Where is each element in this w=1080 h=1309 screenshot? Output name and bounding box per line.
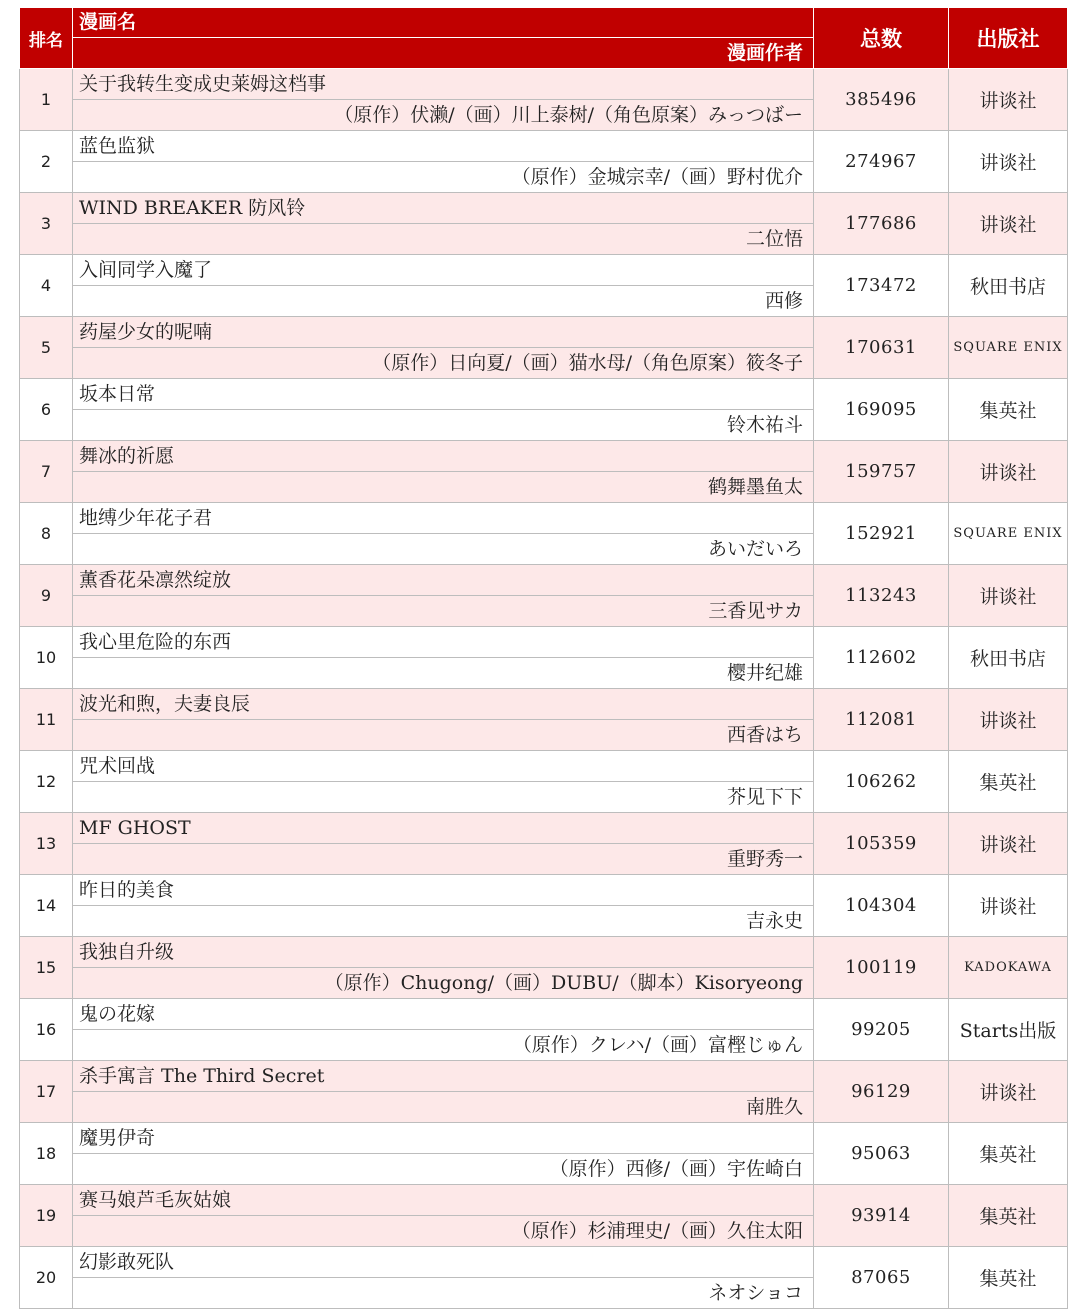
title-author-cell — [73, 1185, 814, 1247]
table-row — [20, 875, 1068, 937]
table-row — [20, 503, 1068, 565]
rank-cell: 13 — [20, 813, 73, 875]
manga-author: （原作）Chugong/（画）DUBU/（脚本）Kisoryeong — [324, 972, 803, 994]
header-title: 漫画名 — [73, 8, 813, 38]
publisher-cell: 讲谈社 — [949, 441, 1068, 503]
total-cell: 173472 — [814, 255, 949, 317]
manga-title: 地缚少年花子君 — [73, 503, 813, 534]
rank-cell: 16 — [20, 999, 73, 1061]
table-row — [20, 565, 1068, 627]
title-author-cell — [73, 813, 814, 875]
publisher-cell: 讲谈社 — [949, 69, 1068, 131]
manga-author: 樱井纪雄 — [726, 662, 803, 684]
table-row — [20, 689, 1068, 751]
table-row — [20, 379, 1068, 441]
publisher-cell: 讲谈社 — [949, 875, 1068, 937]
rank-cell: 20 — [20, 1247, 73, 1309]
manga-author: （原作）クレハ/（画）富樫じゅん — [512, 1034, 803, 1056]
rank-cell: 12 — [20, 751, 73, 813]
manga-title: 入间同学入魔了 — [73, 255, 813, 286]
header-title-author — [73, 8, 814, 69]
table-row — [20, 69, 1068, 131]
header-rank: 排名 — [20, 8, 73, 69]
total-cell: 159757 — [814, 441, 949, 503]
table-row — [20, 937, 1068, 999]
table-row — [20, 131, 1068, 193]
manga-author: ネオショコ — [708, 1282, 803, 1304]
title-author-cell — [73, 689, 814, 751]
title-author-cell — [73, 503, 814, 565]
total-cell: 95063 — [814, 1123, 949, 1185]
table-body — [20, 69, 1068, 1309]
publisher-cell: 集英社 — [949, 1123, 1068, 1185]
total-cell: 105359 — [814, 813, 949, 875]
publisher-cell: 集英社 — [949, 751, 1068, 813]
manga-title: 蓝色监狱 — [73, 131, 813, 162]
table-row — [20, 441, 1068, 503]
rank-cell: 4 — [20, 255, 73, 317]
table-row — [20, 1247, 1068, 1309]
rank-cell: 9 — [20, 565, 73, 627]
total-cell: 112081 — [814, 689, 949, 751]
manga-title: 昨日的美食 — [73, 875, 813, 906]
publisher-cell: 讲谈社 — [949, 689, 1068, 751]
rank-cell: 1 — [20, 69, 73, 131]
publisher-cell: 集英社 — [949, 1247, 1068, 1309]
manga-author: （原作）杉浦理史/（画）久住太阳 — [511, 1220, 803, 1242]
total-cell: 385496 — [814, 69, 949, 131]
manga-author: あいだいろ — [707, 538, 803, 560]
rank-cell: 17 — [20, 1061, 73, 1123]
manga-author: 芥见下下 — [726, 786, 803, 808]
table-row — [20, 1185, 1068, 1247]
title-author-cell — [73, 1247, 814, 1309]
manga-author: 三香见サカ — [708, 600, 803, 622]
manga-author: （原作）日向夏/（画）猫水母/（角色原案）筱冬子 — [372, 352, 803, 374]
manga-author: 鹤舞墨鱼太 — [707, 476, 803, 498]
total-cell: 96129 — [814, 1061, 949, 1123]
table-row — [20, 999, 1068, 1061]
title-author-cell — [73, 1123, 814, 1185]
publisher-cell: 讲谈社 — [949, 131, 1068, 193]
table-row — [20, 627, 1068, 689]
title-author-cell — [73, 317, 814, 379]
total-cell: 87065 — [814, 1247, 949, 1309]
total-cell: 170631 — [814, 317, 949, 379]
manga-sales-ranking-table — [19, 7, 1068, 1309]
table-row — [20, 1061, 1068, 1123]
total-cell: 274967 — [814, 131, 949, 193]
manga-title: WIND BREAKER 防风铃 — [73, 193, 813, 224]
title-author-cell — [73, 565, 814, 627]
publisher-cell: 讲谈社 — [949, 565, 1068, 627]
total-cell: 100119 — [814, 937, 949, 999]
publisher-cell: 集英社 — [949, 1185, 1068, 1247]
publisher-cell: 讲谈社 — [949, 193, 1068, 255]
publisher-cell: 讲谈社 — [949, 1061, 1068, 1123]
title-author-cell — [73, 379, 814, 441]
table-row — [20, 813, 1068, 875]
header-author: 漫画作者 — [726, 42, 803, 64]
publisher-cell: 秋田书店 — [949, 627, 1068, 689]
title-author-cell — [73, 441, 814, 503]
header-total: 总数 — [814, 8, 949, 69]
manga-title: 关于我转生变成史莱姆这档事 — [73, 69, 813, 100]
publisher-cell: Starts出版 — [949, 999, 1068, 1061]
manga-author: 铃木祐斗 — [726, 414, 803, 436]
manga-title: 我独自升级 — [73, 937, 813, 968]
title-author-cell — [73, 937, 814, 999]
title-author-cell — [73, 1061, 814, 1123]
manga-title: 药屋少女的呢喃 — [73, 317, 813, 348]
total-cell: 177686 — [814, 193, 949, 255]
manga-title: 杀手寓言 The Third Secret — [73, 1061, 813, 1092]
manga-title: 幻影敢死队 — [73, 1247, 813, 1278]
publisher-cell: 集英社 — [949, 379, 1068, 441]
publisher-cell: KADOKAWA — [949, 937, 1068, 999]
publisher-cell: 讲谈社 — [949, 813, 1068, 875]
manga-author: 二位悟 — [745, 228, 803, 250]
title-author-cell — [73, 875, 814, 937]
rank-cell: 7 — [20, 441, 73, 503]
header-row — [20, 8, 1068, 69]
manga-author: 重野秀一 — [726, 848, 803, 870]
rank-cell: 10 — [20, 627, 73, 689]
title-author-cell — [73, 193, 814, 255]
rank-cell: 2 — [20, 131, 73, 193]
rank-cell: 19 — [20, 1185, 73, 1247]
manga-author: 西修 — [764, 290, 803, 312]
title-author-cell — [73, 255, 814, 317]
manga-title: 薫香花朵凛然绽放 — [73, 565, 813, 596]
total-cell: 113243 — [814, 565, 949, 627]
title-author-cell — [73, 131, 814, 193]
total-cell: 106262 — [814, 751, 949, 813]
manga-title: MF GHOST — [73, 813, 813, 844]
table-row — [20, 255, 1068, 317]
manga-author: 南胜久 — [745, 1096, 803, 1118]
publisher-cell: 秋田书店 — [949, 255, 1068, 317]
rank-cell: 8 — [20, 503, 73, 565]
total-cell: 152921 — [814, 503, 949, 565]
rank-cell: 14 — [20, 875, 73, 937]
table-row — [20, 751, 1068, 813]
rank-cell: 18 — [20, 1123, 73, 1185]
rank-cell: 15 — [20, 937, 73, 999]
total-cell: 104304 — [814, 875, 949, 937]
manga-title: 舞冰的祈愿 — [73, 441, 813, 472]
manga-title: 魔男伊奇 — [73, 1123, 813, 1154]
manga-author: 吉永史 — [745, 910, 803, 932]
total-cell: 99205 — [814, 999, 949, 1061]
table-row — [20, 1123, 1068, 1185]
manga-author: （原作）伏濑/（画）川上泰树/（角色原案）みっつばー — [334, 104, 803, 126]
rank-cell: 6 — [20, 379, 73, 441]
title-author-cell — [73, 627, 814, 689]
title-author-cell — [73, 69, 814, 131]
manga-author: （原作）金城宗幸/（画）野村优介 — [511, 166, 803, 188]
manga-title: 鬼の花嫁 — [73, 999, 813, 1030]
manga-author: （原作）西修/（画）宇佐崎白 — [549, 1158, 803, 1180]
total-cell: 93914 — [814, 1185, 949, 1247]
manga-author: 西香はち — [726, 724, 803, 746]
title-author-cell — [73, 999, 814, 1061]
rank-cell: 11 — [20, 689, 73, 751]
total-cell: 112602 — [814, 627, 949, 689]
manga-title: 咒术回战 — [73, 751, 813, 782]
table-row — [20, 193, 1068, 255]
title-author-cell — [73, 751, 814, 813]
header-publisher: 出版社 — [949, 8, 1068, 69]
publisher-cell: SQUARE ENIX — [949, 317, 1068, 379]
table-row — [20, 317, 1068, 379]
manga-title: 我心里危险的东西 — [73, 627, 813, 658]
rank-cell: 3 — [20, 193, 73, 255]
manga-title: 赛马娘芦毛灰姑娘 — [73, 1185, 813, 1216]
rank-cell: 5 — [20, 317, 73, 379]
total-cell: 169095 — [814, 379, 949, 441]
publisher-cell: SQUARE ENIX — [949, 503, 1068, 565]
manga-title: 波光和煦，夫妻良辰 — [73, 689, 813, 720]
manga-title: 坂本日常 — [73, 379, 813, 410]
